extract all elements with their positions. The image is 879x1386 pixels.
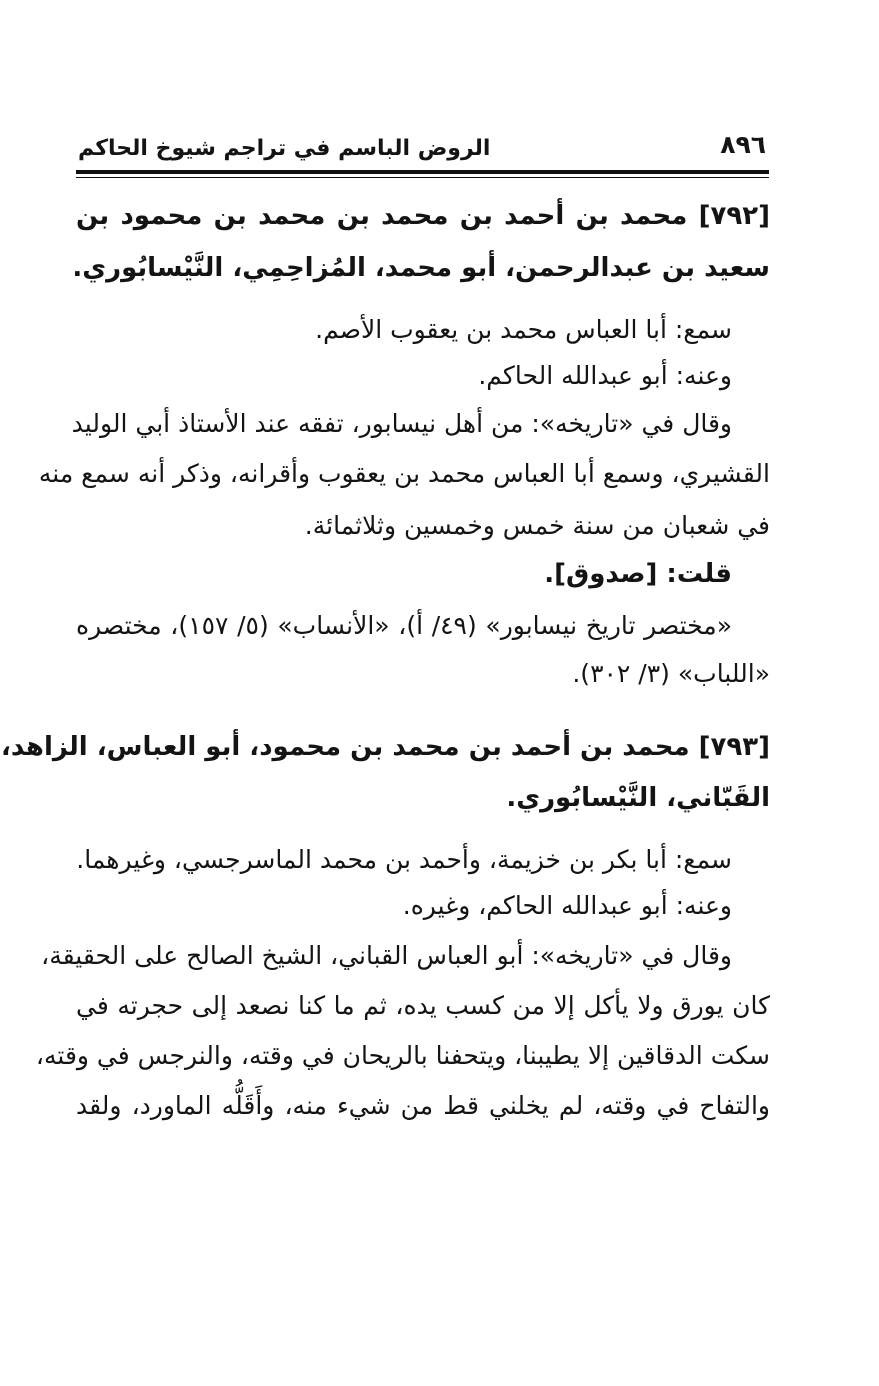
entry-793-history-line-1: وقال في «تاريخه»: أبو العباس القباني، الشيخ الصالح على الحقيقة،	[41, 941, 732, 970]
header-rule	[76, 170, 769, 174]
page-number: ٨٩٦	[720, 130, 766, 159]
entry-792-history-line-1: وقال في «تاريخه»: من أهل نيسابور، تفقه عند الأستاذ أبي الوليد	[71, 409, 732, 438]
entry-792-sources-line-1: «مختصر تاريخ نيسابور» (٤٩/ أ)، «الأنساب» (٥/ ١٥٧)، مختصره	[76, 611, 732, 640]
entry-792-history-line-3: في شعبان من سنة خمس وخمسين وثلاثمائة.	[304, 511, 770, 540]
entry-792-sources-line-2: «اللباب» (٣/ ٣٠٢).	[572, 659, 770, 688]
entry-792-heading-line-2: سعيد بن عبدالرحمن، أبو محمد، المُزاحِمِي، النَّيْسابُوري.	[72, 253, 770, 283]
entry-793-history-line-4: والتفاح في وقته، لم يخلني قط من شيء منه، وأَقَلُّه الماورد، ولقد	[76, 1091, 770, 1120]
header-rule-thin	[76, 177, 769, 178]
entry-793-narrated-by: وعنه: أبو عبدالله الحاكم، وغيره.	[402, 891, 732, 920]
entry-793-history-line-3: سكت الدقاقين إلا يطيبنا، ويتحفنا بالريحان في وقته، والنرجس في وقته،	[35, 1041, 770, 1070]
entry-792-heard-from: سمع: أبا العباس محمد بن يعقوب الأصم.	[315, 315, 732, 344]
entry-793-history-line-2: كان يورق ولا يأكل إلا من كسب يده، ثم ما كنا نصعد إلى حجرته في	[76, 991, 770, 1020]
entry-793-heading-line-1: [٧٩٣] محمد بن أحمد بن محمد بن محمود، أبو العباس، الزاهد،	[1, 732, 770, 762]
page-header	[78, 122, 768, 170]
entry-793-heard-from: سمع: أبا بكر بن خزيمة، وأحمد بن محمد الماسرجسي، وغيرهما.	[76, 845, 732, 874]
entry-792-heading-line-1: [٧٩٢] محمد بن أحمد بن محمد بن محمد بن محمود بن	[76, 201, 770, 231]
entry-793-heading-line-2: القَبّاني، النَّيْسابُوري.	[506, 783, 770, 813]
running-title: الروض الباسم في تراجم شيوخ الحاكم	[78, 136, 491, 161]
entry-792-history-line-2: القشيري، وسمع أبا العباس محمد بن يعقوب وأقرانه، وذكر أنه سمع منه	[38, 459, 770, 488]
entry-792-narrated-by: وعنه: أبو عبدالله الحاكم.	[478, 361, 732, 390]
entry-792-verdict: قلت: [صدوق].	[544, 559, 732, 589]
